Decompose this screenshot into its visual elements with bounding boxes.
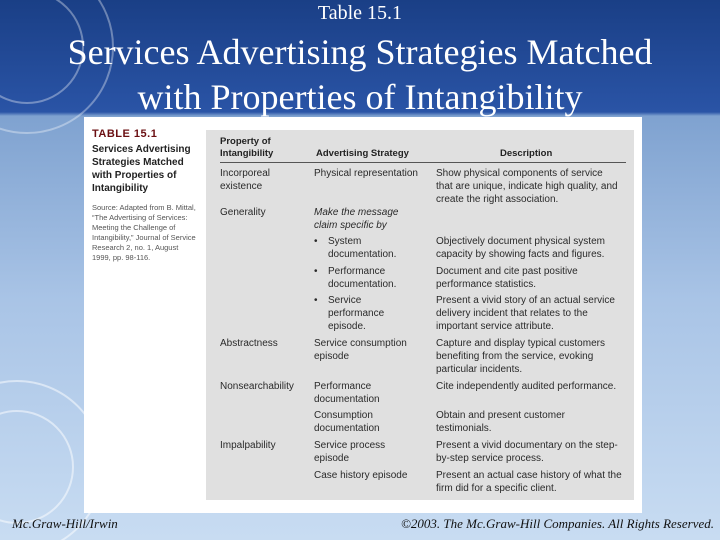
cell-description: Cite independently audited performance. — [436, 381, 617, 392]
cell-strategy: Performance documentation — [314, 381, 380, 405]
cell-property: Generality — [220, 207, 266, 218]
cell-description: Capture and display typical customers benefiting from the service, evoking particular incidents. — [436, 338, 605, 375]
cell-property: Nonsearchability — [220, 381, 294, 392]
cell-strategy: Case history episode — [314, 470, 408, 481]
cell-strategy: Service process episode — [314, 440, 386, 464]
cell-description: Objectively document physical system capacity by showing facts and figures. — [436, 236, 605, 260]
cell-description: Present an actual case history of what the firm did for a specific client. — [436, 470, 622, 494]
slide-title-line-1: Services Advertising Strategies Matched — [67, 32, 653, 72]
cell-strategy: Service consumption episode — [314, 338, 407, 362]
table-source: Source: Adapted from B. Mittal, “The Advertising of Services: Meeting the Challenge of Intangibility,” Journal of Service Research 2, no. 1, August 1999, pp. 98-116. — [92, 203, 196, 262]
cell-property: Incorporeal existence — [220, 168, 271, 192]
table-image — [84, 117, 642, 513]
cell-strategy: Physical representation — [314, 168, 418, 179]
cell-property: Abstractness — [220, 338, 278, 349]
cell-property: Impalpability — [220, 440, 276, 451]
header-property — [220, 136, 273, 160]
bullet: • — [314, 295, 318, 306]
cell-description: Present a vivid story of an actual service delivery incident that relates to the important service attribute. — [436, 295, 615, 332]
cell-description: Document and cite past positive performance statistics. — [436, 266, 578, 290]
header-strategy: Advertising Strategy — [316, 148, 409, 159]
table-number: TABLE 15.1 — [92, 128, 158, 140]
cell-description: Show physical components of service that are unique, indicate high quality, and create the right association. — [436, 168, 618, 205]
table-caption: Services Advertising Strategies Matched with Properties of Intangibility — [92, 144, 191, 194]
cell-strategy: Service performance episode. — [328, 295, 385, 332]
cell-description: Obtain and present customer testimonials. — [436, 410, 565, 434]
slide-title — [0, 30, 720, 120]
bullet: • — [314, 266, 318, 277]
cell-description: Present a vivid documentary on the step-by-step service process. — [436, 440, 618, 464]
slide-caption: Table 15.1 — [317, 2, 403, 24]
bullet: • — [314, 236, 318, 247]
footer-copyright: ©2003. The Mc.Graw-Hill Companies. All Rights Reserved. — [401, 516, 714, 531]
cell-strategy: Make the message claim specific by — [314, 207, 399, 231]
header-rule — [220, 162, 626, 163]
footer-publisher: Mc.Graw-Hill/Irwin — [12, 516, 118, 531]
header-description: Description — [500, 148, 553, 159]
header-property-line-1: Property of — [220, 136, 271, 147]
cell-strategy: Consumption documentation — [314, 410, 380, 434]
slide-title-line-2: with Properties of Intangibility — [137, 77, 583, 117]
cell-strategy: Performance documentation. — [328, 266, 397, 290]
cell-strategy: System documentation. — [328, 236, 397, 260]
header-property-line-2: Intangibility — [220, 148, 274, 159]
